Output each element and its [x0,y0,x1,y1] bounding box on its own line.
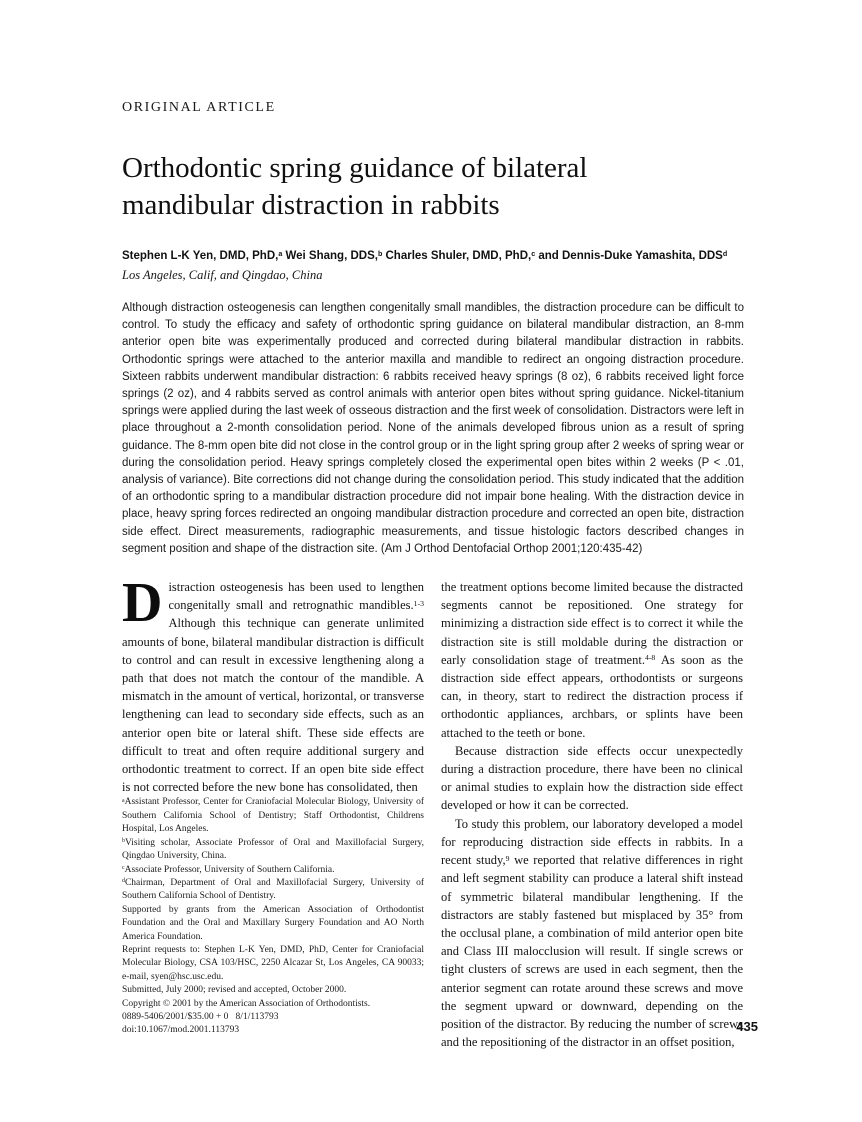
footnote-submission-dates: Submitted, July 2000; revised and accepted, October 2000. [122,985,347,996]
abstract-paragraph: Although distraction osteogenesis can lengthen congenitally small mandibles, the distraction procedure can be difficult to control. To study the efficacy and safety of orthodontic spring guidance on bilateral mandibular distraction, an 8-mm anterior open bite was experimentally produced and corrected during bilateral mandibular distraction in rabbits. Orthodontic springs were attached to the anterior maxilla and mandible to redirect an ongoing distraction procedure. Sixteen rabbits underwent mandibular distraction: 6 rabbits received heavy springs (8 oz), 6 rabbits received light force springs (2 oz), and 4 rabbits served as control animals with anterior open bites without spring guidance. Nickel-titanium springs were applied during the last week of osseous distraction and the first week of consolidation. Distractors were left in place throughout a 2-month consolidation period. None of the animals developed fibrous union as a result of spring guidance. The 8-mm open bite did not close in the control group or in the light spring group after 2 weeks of spring wear or during the consolidation period. Heavy springs completely closed the experimental open bites within 2 weeks (P < .01, analysis of variance). Bite corrections did not change during the consolidation period. This study indicated that the addition of an orthodontic spring to a mandibular distraction procedure did not impair bone healing. With the distraction device in place, heavy spring forces redirected an ongoing mandibular distraction procedure and corrected an open bite, distraction side effect. Direct measurements, radiographic measurements, and tissue histologic factors described changes in segment position and shape of the distraction site. (Am J Orthod Dentofacial Orthop 2001;120:435-42) [122,302,744,555]
two-column-body [122,572,744,1050]
footnote-affiliation-d: $^d$Chairman, Department of Oral and Maxillofacial Surgery, University of Southern California School of Dentistry. [122,877,424,902]
article-title: Orthodontic spring guidance of bilateral mandibular distraction in rabbits [122,152,588,221]
footnote-doi: doi:10.1067/mod.2001.113793 [122,1025,240,1036]
body-paragraph-1-text: istraction osteogenesis has been used to lengthen congenitally small and retrognathic mandibles.$^{1-3}$ Although this technique can generate unlimited amounts of bone, bilateral mandibular distraction is difficult to control and can result in excessive lengthening along a path that does not match the contour of the mandible. A mismatch in the amount of vertical, horizontal, or transverse lengthening can lead to secondary side effects, such as an anterior open bite or lateral shift. These side effects are difficult to treat and often require additional surgery and orthodontic treatment to correct. If an open bite side effect is not corrected before the new bone has consolidated, then [122,580,424,795]
body-paragraph-4: To study this problem, our laboratory developed a model for reproducing distraction side effects in rabbits. In a recent study,$^9$ we reported that relative differences in right and left segment stability can produce a lateral shift instead of symmetric bilateral mandibular lengthening. If the distractors are stably fastened but misplaced by 35° from the occlusal plane, a combination of mild anterior open bite and Class III malocclusion will result. If single screws or tight clusters of screws are used in each segment, then the anterior segment can rotate around these screws and move the segment upward or downward, depending on the position of the distractor. By reducing the number of screws and the repositioning of the distractor in an offset position, [441,816,743,1050]
footnote-copyright: Copyright © 2001 by the American Association of Orthodontists. [122,998,371,1009]
body-paragraph-3: Because distraction side effects occur unexpectedly during a distraction procedure, there have been no clinical or animal studies to explain how the distraction side effect developed or how it can be corrected. [441,743,743,813]
body-paragraph-2: the treatment options become limited because the distracted segments cannot be repositioned. One strategy for minimizing a distraction side effect is to correct it while the distraction site is still moldable during the distraction or early consolidation stage of treatment.$^{4-8}$ As soon as the distraction side effect appears, orthodontists or surgeons can, in theory, start to redirect the distraction process if orthodontic appliances, archbars, or splints have been attached to the teeth or bone. [441,580,743,740]
body-paragraph-1 [122,572,424,796]
footnote-affiliation-a: $^a$Assistant Professor, Center for Craniofacial Molecular Biology, University of Southern California School of Dentistry; Staff Orthodontist, Childrens Hospital, Los Angeles. [122,797,424,835]
footnote-affiliation-b: $^b$Visiting scholar, Associate Professor of Oral and Maxillofacial Surgery, Qingdao University, China. [122,837,424,862]
footnote-funding: Supported by grants from the American Association of Orthodontist Foundation and the Oral and Maxillary Surgery Foundation and AO North America Foundation. [122,904,424,942]
body-column-left [122,572,424,1036]
footnote-issn-code: 0889-5406/2001/$35.00 + 0 8/1/113793 [122,1011,279,1022]
footnote-affiliation-c: $^c$Associate Professor, University of Southern California. [122,864,335,875]
article-type-kicker: ORIGINAL ARTICLE [122,100,276,115]
footnotes-block [122,796,424,1037]
page-number: 435 [736,1019,758,1035]
author-byline: Stephen L-K Yen, DMD, PhD,$^a$ Wei Shang, DDS,$^b$ Charles Shuler, DMD, PhD,$^c$ and Dennis-Duke Yamashita, DDS$^d$ [122,249,728,262]
dropcap-letter: D [122,572,163,635]
footnote-reprint-requests: Reprint requests to: Stephen L-K Yen, DMD, PhD, Center for Craniofacial Molecular Biology, CSA 103/HSC, 2250 Alcazar St, Los Angeles, CA 90033; e-mail, syen@hsc.usc.edu. [122,944,424,982]
body-column-right [441,578,743,1050]
author-affiliation-line: Los Angeles, Calif, and Qingdao, China [122,268,323,282]
